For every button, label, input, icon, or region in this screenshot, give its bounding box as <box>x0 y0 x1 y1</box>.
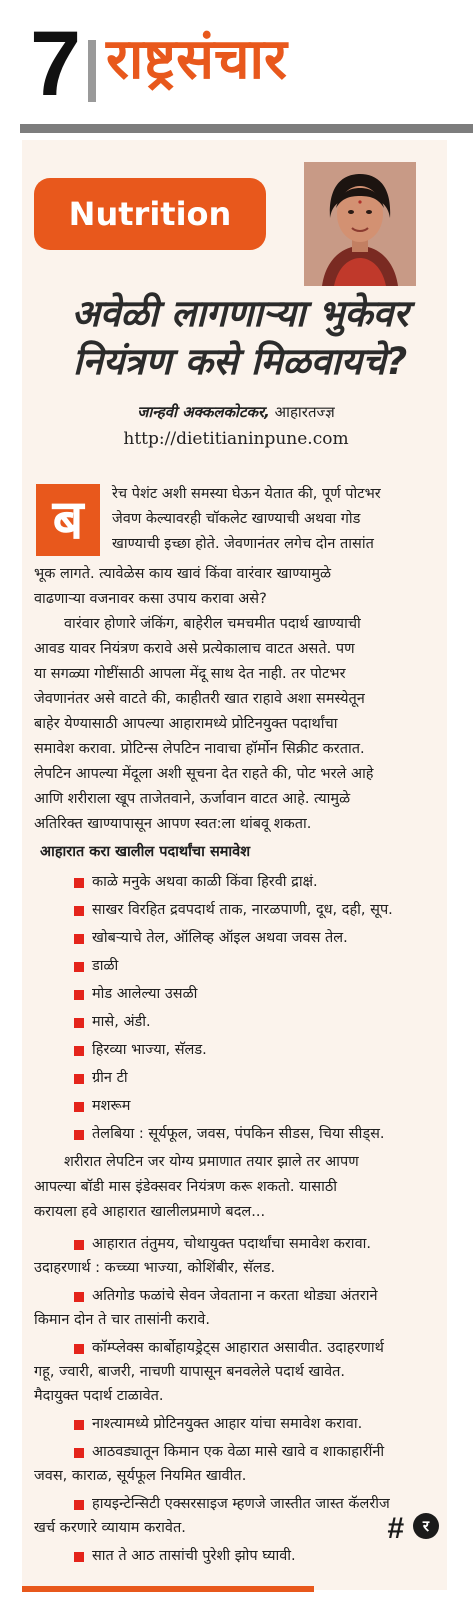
body-line: अतिरिक्त खाण्यापासून आपण स्वत:ला थांबवू शकता. <box>34 816 312 832</box>
body-line: जेवणानंतर असे वाटते की, काहीतरी खात राहावे अशा समस्येतून <box>34 691 365 707</box>
body-line: आणि शरीराला खूप ताजेतवाने, ऊर्जावान वाटत आहे. त्यामुळे <box>34 791 351 807</box>
bullet-square-icon <box>74 1130 84 1140</box>
body-line: शरीरात लेपटिन जर योग्य प्रमाणात तयार झाले तर आपण <box>64 1154 359 1170</box>
page-number: 7 <box>30 13 80 115</box>
author-website: http://dietitianinpune.com <box>123 429 349 449</box>
body-line: वाढणाऱ्या वजनावर कसा उपाय करावा असे? <box>34 591 267 607</box>
tip-line: खर्च करणारे व्यायाम करावेत. <box>34 1520 186 1536</box>
tip-line: किमान दोन ते चार तासांनी करावे. <box>34 1312 210 1328</box>
body-line: भूक लागते. त्यावेळेस काय खावं किंवा वारंवार खाण्यामुळे <box>34 566 332 582</box>
tip-line: सात ते आठ तासांची पुरेशी झोप घ्यावी. <box>92 1548 296 1564</box>
list-item: डाळी <box>92 958 119 974</box>
bullet-square-icon <box>74 1018 84 1028</box>
bullet-square-icon <box>74 1046 84 1056</box>
tip-line: आठवड्यातून किमान एक वेळा मासे खावे व शाकाहारींनी <box>92 1444 385 1460</box>
bullet-square-icon <box>74 878 84 888</box>
list-item: काळे मनुके अथवा काळी किंवा हिरवी द्राक्षं. <box>92 874 318 890</box>
drop-cap <box>36 484 100 556</box>
list-item: ग्रीन टी <box>92 1070 128 1086</box>
body-line: वारंवार होणारे जंकिंग, बाहेरील चमचमीत पदार्थ खाण्याची <box>64 616 361 632</box>
tip-line: मैदायुक्त पदार्थ टाळावेत. <box>34 1388 164 1404</box>
bullet-square-icon <box>74 1552 84 1562</box>
newspaper-name: राष्ट्रसंचार <box>106 27 287 92</box>
drop-cap-letter: ब <box>52 488 84 551</box>
headline-line: नियंत्रण कसे मिळवायचे? <box>72 340 408 383</box>
body-line: लेपटिन आपल्या मेंदूला अशी सूचना देत राहते की, पोट भरले आहे <box>34 766 374 782</box>
body-line: रेच पेशंट अशी समस्या घेऊन येतात की, पूर्ण पोटभर <box>112 486 381 502</box>
tip-line: कॉम्प्लेक्स कार्बोहायड्रेट्स आहारात असावीत. उदाहरणार्थ <box>92 1340 384 1356</box>
author-name: जान्हवी अक्कलकोटकर, <box>137 403 270 421</box>
body-line: या सगळ्या गोष्टींसाठी आपला मेंदू साथ देत नाही. तर पोटभर <box>34 666 346 682</box>
list-item: मोड आलेल्या उसळी <box>92 986 198 1002</box>
bullet-square-icon <box>74 962 84 972</box>
body-line: आवड यावर नियंत्रण करावे असे प्रत्येकालाच वाटत असते. पण <box>34 641 355 657</box>
bullet-square-icon <box>74 1292 84 1302</box>
list-item: साखर विरहित द्रवपदार्थ ताक, नारळपाणी, दूध, दही, सूप. <box>92 902 393 918</box>
bullet-square-icon <box>74 1500 84 1510</box>
list-item: हिरव्या भाज्या, सॅलड. <box>92 1042 207 1058</box>
end-mark-hash: # <box>387 1512 404 1545</box>
body-line: करायला हवे आहारात खालीलप्रमाणे बदल... <box>34 1204 266 1220</box>
author-role: आहारतज्ज्ञ <box>269 403 335 421</box>
bullet-square-icon <box>74 1420 84 1430</box>
list-subheading: आहारात करा खालील पदार्थांचा समावेश <box>40 844 251 860</box>
tip-line: नाश्त्यामध्ये प्रोटिनयुक्त आहार यांचा समावेश करावा. <box>92 1416 363 1432</box>
bullet-square-icon <box>74 1344 84 1354</box>
tip-line: हायइन्टेन्सिटी एक्सरसाइज म्हणजे जास्तीत जास्त कॅलरीज <box>92 1496 390 1512</box>
tip-line: आहारात तंतुमय, चोथायुक्त पदार्थांचा समावेश करावा. <box>92 1236 371 1252</box>
section-tag-label: Nutrition <box>68 195 232 233</box>
section-tag <box>34 178 266 250</box>
body-line: समावेश करावा. प्रोटिन्स लेपटिन नावाचा हॉर्मोन सिक्रीट करतात. <box>34 741 365 757</box>
bullet-square-icon <box>74 906 84 916</box>
author-photo <box>304 162 416 286</box>
bullet-square-icon <box>74 1448 84 1458</box>
bullet-square-icon <box>74 1102 84 1112</box>
headline-line: अवेळी लागणाऱ्या भुकेवर <box>71 292 409 335</box>
body-line: बाहेर येण्यासाठी आपल्या आहारामध्ये प्रोटिनयुक्त पदार्थांचा <box>34 716 338 732</box>
bullet-square-icon <box>74 990 84 1000</box>
bottom-rule <box>22 1586 314 1592</box>
tip-line: अतिगोड फळांचे सेवन जेवताना न करता थोड्या अंतराने <box>92 1288 378 1304</box>
publication-logo-icon <box>413 1513 439 1539</box>
publication-logo-letter: र <box>422 1517 430 1535</box>
list-item: तेलबिया : सूर्यफूल, जवस, पंपकिन सीडस, चिया सीड्स. <box>92 1126 385 1142</box>
bullet-square-icon <box>74 1240 84 1250</box>
byline <box>30 402 442 422</box>
tip-line: जवस, काराळ, सूर्यफूल नियमित खावीत. <box>34 1468 247 1484</box>
author-portrait-image <box>304 162 416 286</box>
body-line: खाण्याची इच्छा होते. जेवणानंतर लगेच दोन तासांत <box>112 536 374 552</box>
body-line: जेवण केल्यावरही चॉकलेट खाण्याची अथवा गोड <box>112 511 361 527</box>
masthead-divider <box>88 40 96 102</box>
bullet-square-icon <box>74 1074 84 1084</box>
masthead-rule <box>20 124 473 133</box>
body-line: आपल्या बॉडी मास इंडेक्सवर नियंत्रण करू शकतो. यासाठी <box>34 1179 338 1195</box>
headline <box>30 290 450 386</box>
list-item: खोबऱ्याचे तेल, ऑलिव्ह ऑइल अथवा जवस तेल. <box>92 930 348 946</box>
tip-line: गहू, ज्वारी, बाजरी, नाचणी यापासून बनवलेले पदार्थ खावेत. <box>34 1364 346 1380</box>
list-item: मासे, अंडी. <box>92 1014 151 1030</box>
masthead <box>0 0 473 128</box>
bullet-square-icon <box>74 934 84 944</box>
tip-line: उदाहरणार्थ : कच्च्या भाज्या, कोशिंबीर, सॅलड. <box>34 1260 276 1276</box>
list-item: मशरूम <box>92 1098 131 1114</box>
